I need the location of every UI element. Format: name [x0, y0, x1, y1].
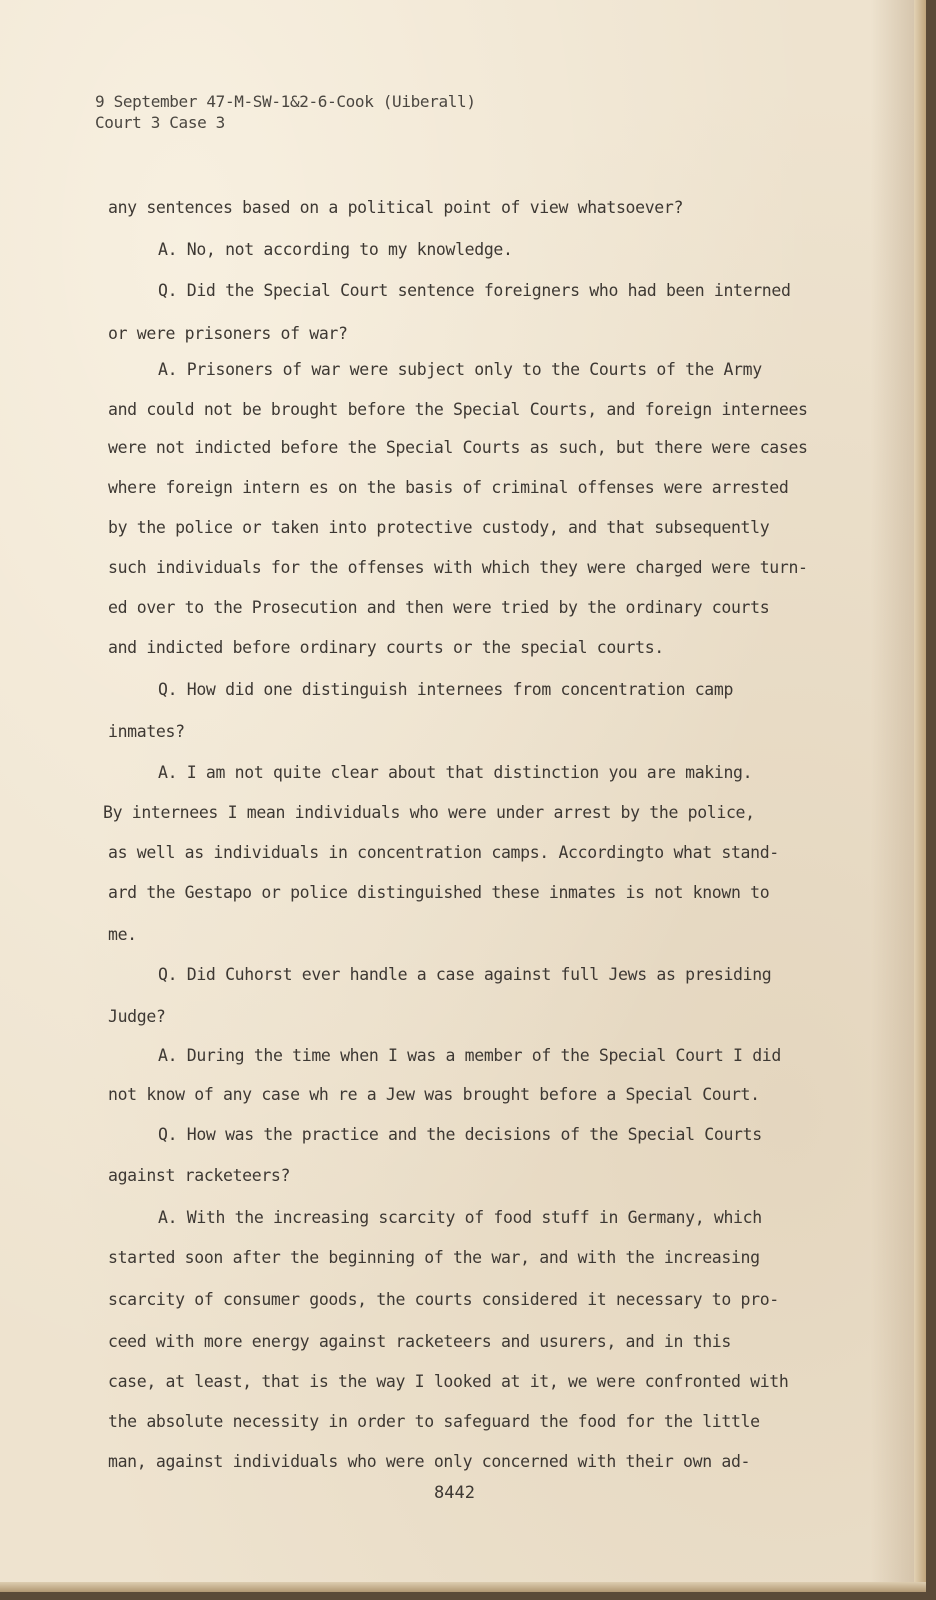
transcript-line: and indicted before ordinary courts or the special courts. [108, 638, 664, 657]
transcript-line: started soon after the beginning of the war, and with the increasing [108, 1248, 760, 1267]
transcript-line: any sentences based on a political point of view whatsoever? [108, 198, 684, 217]
transcript-line: A. No, not according to my knowledge. [158, 240, 513, 259]
transcript-line: A. I am not quite clear about that distinction you are making. [158, 763, 753, 782]
transcript-line: were not indicted before the Special Courts as such, but there were cases [108, 438, 808, 457]
transcript-line: By internees I mean individuals who were under arrest by the police, [103, 803, 755, 822]
transcript-line: ceed with more energy against racketeers and usurers, and in this [108, 1332, 731, 1351]
transcript-line: A. Prisoners of war were subject only to the Courts of the Army [158, 360, 762, 379]
transcript-line: such individuals for the offenses with which they were charged were turn- [108, 558, 808, 577]
transcript-line: against racketeers? [108, 1166, 291, 1185]
page-number: 8442 [434, 1483, 475, 1503]
transcript-line: or were prisoners of war? [108, 324, 348, 343]
transcript-line: A. During the time when I was a member of the Special Court I did [158, 1046, 781, 1065]
transcript-line: where foreign intern es on the basis of criminal offenses were arrested [108, 478, 789, 497]
transcript-line: Q. Did the Special Court sentence foreigners who had been interned [158, 281, 791, 300]
transcript-line: Judge? [108, 1007, 166, 1026]
page-edge-right [914, 0, 926, 1592]
header-court-line: Court 3 Case 3 [95, 113, 225, 132]
transcript-line: by the police or taken into protective custody, and that subsequently [108, 518, 770, 537]
transcript-line: the absolute necessity in order to safeguard the food for the little [108, 1412, 760, 1431]
transcript-line: ard the Gestapo or police distinguished these inmates is not known to [108, 883, 770, 902]
header-session-line: 9 September 47-M-SW-1&2-6-Cook (Uiberall) [95, 92, 476, 111]
transcript-line: ed over to the Prosecution and then were tried by the ordinary courts [108, 598, 770, 617]
transcript-line: man, against individuals who were only concerned with their own ad- [108, 1452, 751, 1471]
page-edge-bottom [0, 1582, 926, 1592]
transcript-line: not know of any case wh re a Jew was brought before a Special Court. [108, 1085, 760, 1104]
transcript-line: as well as individuals in concentration camps. Accordingto what stand- [108, 843, 779, 862]
transcript-line: and could not be brought before the Special Courts, and foreign internees [108, 400, 808, 419]
transcript-line: inmates? [108, 722, 185, 741]
transcript-line: me. [108, 925, 137, 944]
transcript-line: scarcity of consumer goods, the courts considered it necessary to pro- [108, 1290, 779, 1309]
transcript-line: case, at least, that is the way I looked at it, we were confronted with [108, 1372, 789, 1391]
transcript-line: A. With the increasing scarcity of food stuff in Germany, which [158, 1208, 762, 1227]
transcript-line: Q. Did Cuhorst ever handle a case against full Jews as presiding [158, 965, 772, 984]
transcript-line: Q. How did one distinguish internees from concentration camp [158, 680, 734, 699]
transcript-line: Q. How was the practice and the decisions of the Special Courts [158, 1125, 762, 1144]
